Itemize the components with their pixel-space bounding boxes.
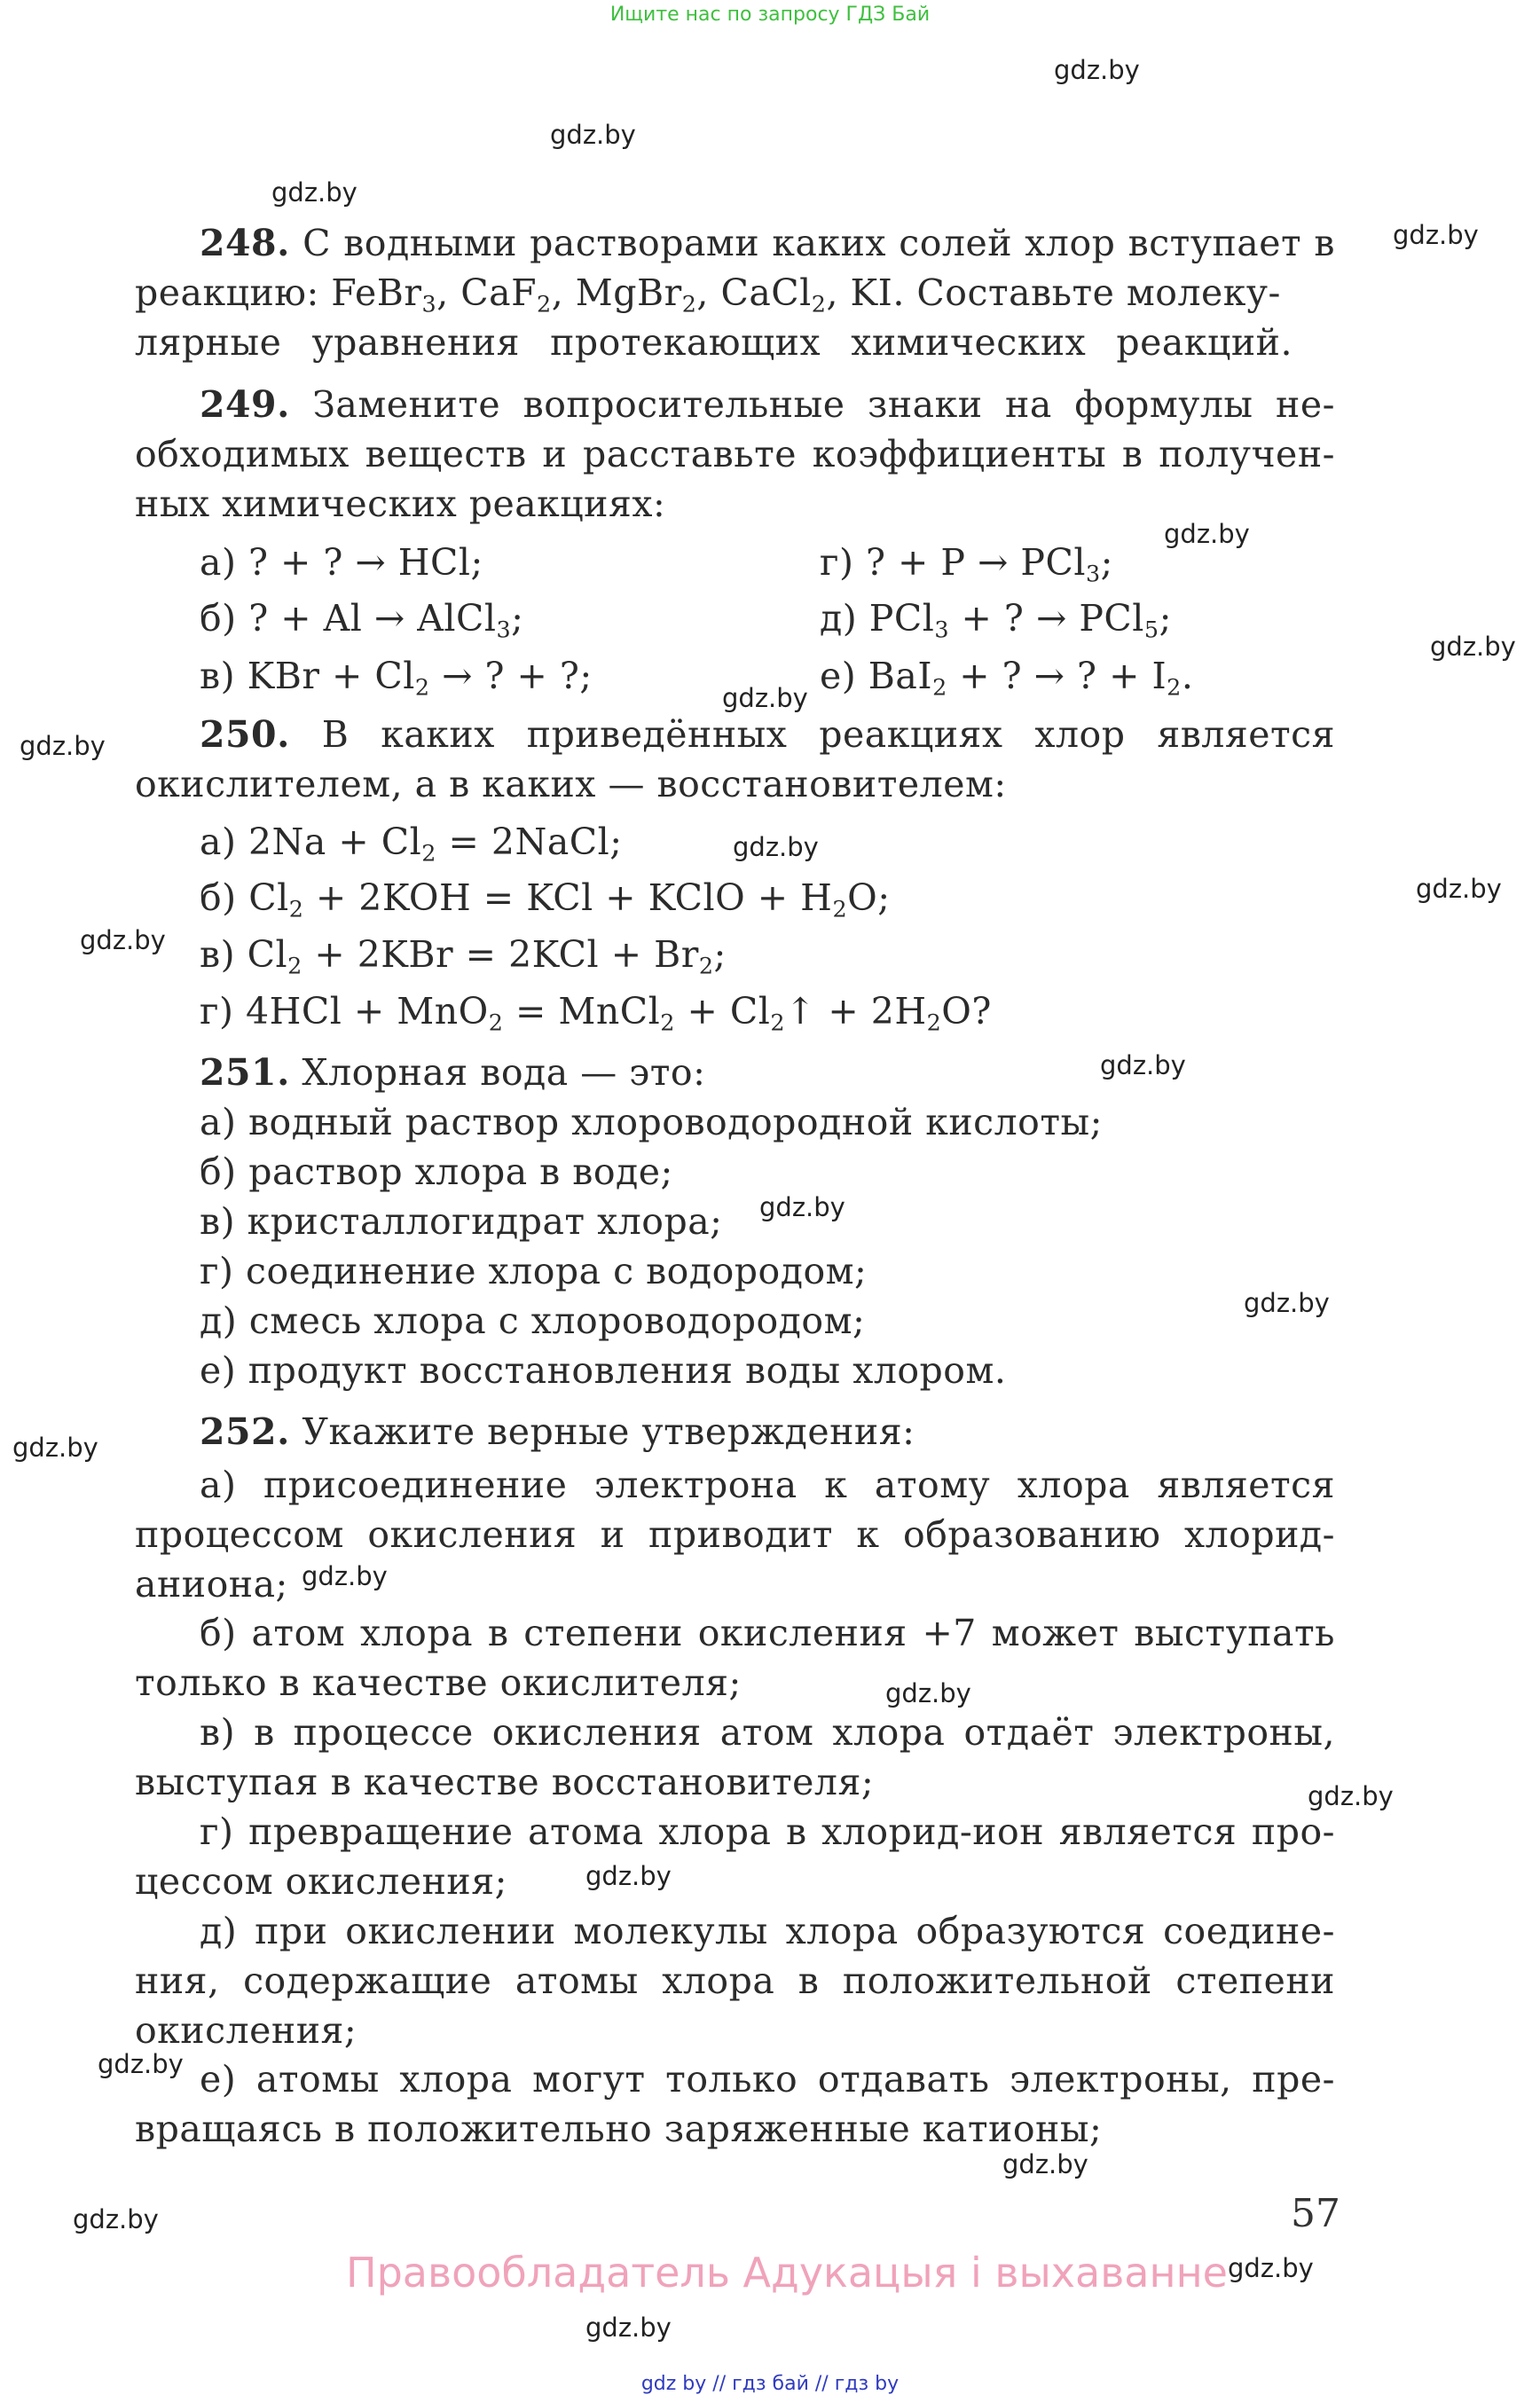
watermark: gdz.by <box>1054 55 1140 85</box>
exercise-number: 252. <box>200 1410 290 1453</box>
exercise-252-d-line1: д) при окислении молекулы хлора образуются соедине- <box>200 1910 1335 1952</box>
watermark: gdz.by <box>1244 1288 1330 1318</box>
watermark: gdz.by <box>271 177 358 208</box>
exercise-248-line2: реакцию: FeBr$_3$, CaF$_2$, MgBr$_2$, CaCl$_2$, KI. Составьте молеку- <box>135 271 1281 318</box>
exercise-252-v-line2: выступая в качестве восстановителя; <box>135 1761 875 1803</box>
exercise-248-line3: лярные уравнения протекающих химических реакций. <box>135 321 1292 364</box>
watermark: gdz.by <box>1100 1050 1186 1080</box>
exercise-251-option: е) продукт восстановления воды хлором. <box>200 1349 1007 1392</box>
exercise-252-d-line2: ния, содержащие атомы хлора в положительной степени <box>135 1959 1335 2002</box>
watermark: gdz.by <box>733 832 819 862</box>
exercise-number: 251. <box>200 1051 290 1094</box>
exercise-number: 250. <box>200 713 290 756</box>
watermark: gdz.by <box>759 1192 845 1222</box>
exercise-249-line3: ных химических реакциях: <box>135 483 666 525</box>
exercise-252-a-line2: процессом окисления и приводит к образованию хлорид- <box>135 1513 1335 1556</box>
exercise-251-option: г) соединение хлора с водородом; <box>200 1250 868 1292</box>
watermark: gdz.by <box>585 2313 672 2343</box>
exercise-252-a-line3: аниона; <box>135 1563 288 1606</box>
exercise-250-option-g: г) 4HCl + MnO$_2$ = MnCl$_2$ + $Cl_2↑ + 2H_2O$? <box>200 990 992 1036</box>
watermark: gdz.by <box>98 2049 184 2079</box>
watermark: gdz.by <box>1308 1781 1394 1811</box>
exercise-250-option-a: а) $2Na + Cl_2$ = 2NaCl; <box>200 821 623 867</box>
exercise-252-g-line2: цессом окисления; <box>135 1860 507 1903</box>
exercise-249-line2: обходимых веществ и расставьте коэффициенты в получен- <box>135 433 1335 475</box>
exercise-252-d-line3: окисления; <box>135 2009 358 2052</box>
exercise-251-option: а) водный раствор хлороводородной кислоты; <box>200 1101 1103 1143</box>
exercise-251-title: 251. Хлорная вода — это: <box>200 1051 706 1094</box>
exercise-252-e-line1: е) атомы хлора могут только отдавать электроны, пре- <box>200 2058 1335 2101</box>
watermark: gdz.by <box>20 731 106 761</box>
exercise-251-option: б) раствор хлора в воде; <box>200 1150 673 1193</box>
exercise-number: 248. <box>200 222 290 264</box>
exercise-251-option: д) смесь хлора с хлороводородом; <box>200 1300 866 1342</box>
watermark: gdz.by <box>585 1861 672 1891</box>
watermark: gdz.by <box>1393 220 1479 250</box>
watermark: gdz.by <box>1164 519 1250 549</box>
exercise-249-line1: 249. Замените вопросительные знаки на формулы не- <box>200 383 1335 426</box>
exercise-252-v-line1: в) в процессе окисления атом хлора отдаёт электроны, <box>200 1711 1335 1754</box>
exercise-251-option: в) кристаллогидрат хлора; <box>200 1200 723 1243</box>
watermark: gdz.by <box>722 683 808 713</box>
exercise-249-option-g: г) ? + P → PCl$_3$; <box>820 541 1113 587</box>
exercise-250-line1: 250. В каких приведённых реакциях хлор является <box>200 713 1335 756</box>
exercise-252-b-line2: только в качестве окислителя; <box>135 1661 742 1704</box>
exercise-252-g-line1: г) превращение атома хлора в хлорид-ион является про- <box>200 1810 1335 1853</box>
exercise-252-a-line1: а) присоединение электрона к атому хлора является <box>200 1464 1335 1506</box>
exercise-252-b-line1: б) атом хлора в степени окисления +7 может выступать <box>200 1612 1335 1654</box>
exercise-252-e-line2: вращаясь в положительно заряженные катионы; <box>135 2108 1103 2150</box>
watermark: gdz.by <box>1002 2149 1088 2179</box>
watermark: gdz.by <box>302 1561 388 1591</box>
exercise-250-line2: окислителем, а в каких — восстановителем: <box>135 763 1007 805</box>
search-note: Ищите нас по запросу ГДЗ Бай <box>609 4 931 26</box>
copyright-holder: Правообладатель Адукацыя і выхаванне <box>346 2249 1228 2297</box>
exercise-number: 249. <box>200 383 290 426</box>
exercise-249-option-v: в) KBr + $Cl_2$ → ? + ?; <box>200 655 593 701</box>
page-number: 57 <box>1291 2191 1340 2236</box>
footer-links[interactable]: gdz by // гдз бай // гдз by <box>640 2373 900 2395</box>
watermark: gdz.by <box>80 925 166 955</box>
watermark: gdz.by <box>73 2204 159 2234</box>
watermark: gdz.by <box>550 120 636 150</box>
watermark: gdz.by <box>1416 874 1502 904</box>
exercise-250-option-b: б) $Cl_2 + 2KOH$ = KCl + KClO + $H_2O$; <box>200 876 891 923</box>
exercise-248-line1: 248. С водными растворами каких солей хлор вступает в <box>200 222 1335 264</box>
exercise-249-option-a: а) ? + ? → HCl; <box>200 541 483 584</box>
exercise-249-option-d: д) PCl$_3$ + ? → PCl$_5$; <box>820 597 1172 643</box>
exercise-250-option-v: в) $Cl_2 + 2KBr = 2KCl + Br_2$; <box>200 933 727 979</box>
exercise-249-option-b: б) ? + Al → AlCl$_3$; <box>200 597 524 643</box>
watermark: gdz.by <box>12 1433 98 1463</box>
watermark: gdz.by <box>885 1678 971 1708</box>
watermark: gdz.by <box>1430 632 1516 662</box>
exercise-252-title: 252. Укажите верные утверждения: <box>200 1410 915 1453</box>
watermark: gdz.by <box>1228 2253 1314 2283</box>
exercise-249-option-e: е) BaI$_2$ + ? → ? + $I_2$. <box>820 655 1194 701</box>
